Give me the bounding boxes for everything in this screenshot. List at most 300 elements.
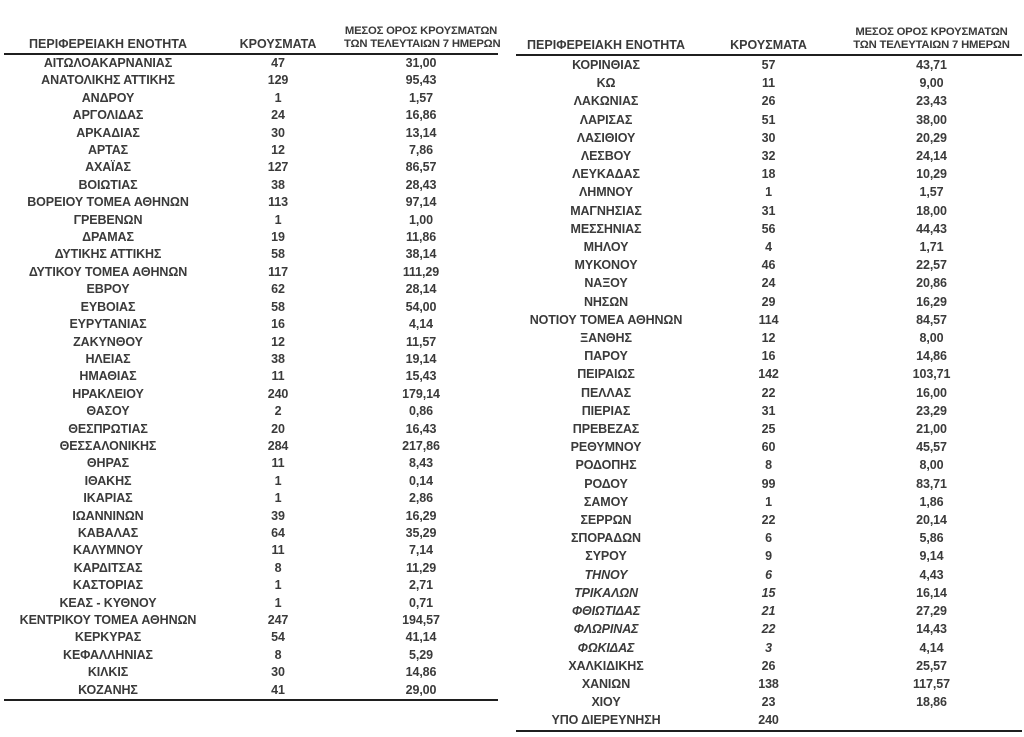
avg-cell: 9,14 (919, 549, 944, 564)
region-cell: ΦΩΚΙΔΑΣ (577, 640, 635, 655)
cases-cell: 138 (758, 676, 779, 691)
region-cell: ΑΡΚΑΔΙΑΣ (76, 125, 140, 140)
region-cell: ΗΜΑΘΙΑΣ (79, 369, 137, 384)
avg-cell: 0,71 (409, 595, 433, 610)
cases-cell: 1 (274, 90, 282, 105)
cases-cell: 8 (274, 560, 282, 575)
avg-cell: 1,57 (919, 185, 944, 200)
avg-cell: 16,29 (916, 294, 947, 309)
cases-cell: 12 (271, 334, 285, 349)
table-row (4, 647, 498, 664)
table-row (516, 55, 1022, 74)
column-header-avg-line2: ΤΩΝ ΤΕΛΕΥΤΑΙΩΝ 7 ΗΜΕΡΩΝ (344, 38, 501, 50)
table-header (516, 19, 1022, 55)
table-row (516, 238, 1022, 256)
cases-cell: 9 (765, 549, 772, 564)
avg-cell: 43,71 (916, 58, 947, 72)
avg-cell: 20,14 (916, 513, 947, 528)
column-header-cases: ΚΡΟΥΣΜΑΤΑ (212, 14, 344, 54)
cases-cell: 60 (761, 440, 776, 455)
table-row (4, 142, 498, 159)
column-header-region: ΠΕΡΙΦΕΡΕΙΑΚΗ ΕΝΟΤΗΤΑ (4, 14, 212, 54)
region-cell: ΠΕΙΡΑΙΩΣ (577, 367, 635, 382)
cases-cell: 56 (761, 221, 776, 236)
table-row (4, 159, 498, 176)
cases-cell: 46 (761, 258, 776, 273)
table-row (4, 386, 498, 403)
cases-cell: 1 (765, 494, 772, 509)
region-cell: ΜΑΓΝΗΣΙΑΣ (570, 203, 642, 218)
table-row (516, 657, 1022, 675)
avg-cell: 27,29 (916, 604, 947, 619)
table-row (4, 72, 498, 89)
table-row (4, 595, 498, 612)
avg-cell: 25,57 (916, 658, 947, 673)
region-cell: ΦΛΩΡΙΝΑΣ (573, 622, 639, 637)
region-cell: ΗΡΑΚΛΕΙΟΥ (72, 386, 144, 401)
avg-cell: 2,86 (409, 491, 433, 506)
region-cell: ΚΙΛΚΙΣ (87, 665, 129, 680)
region-cell: ΔΥΤΙΚΗΣ ΑΤΤΙΚΗΣ (54, 247, 162, 262)
cases-cell: 25 (761, 422, 776, 437)
region-cell: ΚΑΒΑΛΑΣ (77, 525, 139, 540)
avg-cell: 9,00 (919, 76, 944, 91)
table-row (516, 293, 1022, 311)
region-cell: ΒΟΡΕΙΟΥ ΤΟΜΕΑ ΑΘΗΝΩΝ (27, 195, 189, 210)
avg-cell: 83,71 (916, 476, 947, 491)
region-cell: ΝΟΤΙΟΥ ΤΟΜΕΑ ΑΘΗΝΩΝ (529, 312, 683, 327)
cases-cell: 240 (267, 386, 289, 401)
avg-cell: 0,14 (409, 473, 433, 488)
avg-cell: 11,86 (405, 230, 437, 245)
table-row (516, 602, 1022, 620)
avg-cell: 4,14 (919, 640, 944, 655)
region-cell: ΑΧΑΪΑΣ (85, 160, 131, 175)
cases-cell: 6 (765, 531, 772, 546)
cases-cell: 39 (271, 508, 285, 523)
cases-cell: 1 (274, 578, 282, 593)
region-cell: ΝΑΞΟΥ (584, 276, 628, 291)
table-row (4, 229, 498, 246)
cases-cell: 113 (268, 195, 288, 210)
cases-cell: 23 (761, 695, 776, 710)
avg-cell: 14,86 (405, 665, 437, 680)
cases-cell: 20 (271, 421, 285, 436)
table-row (4, 664, 498, 681)
region-cell: ΕΥΒΟΙΑΣ (80, 299, 136, 314)
region-cell: ΜΥΚΟΝΟΥ (574, 258, 638, 273)
table-row (516, 475, 1022, 493)
avg-cell: 1,00 (409, 212, 433, 227)
table-row (4, 90, 498, 107)
avg-cell: 4,14 (409, 317, 433, 332)
cases-cell: 26 (761, 658, 776, 673)
cases-cell: 24 (761, 276, 776, 291)
avg-cell: 11,57 (405, 334, 437, 349)
region-cell: ΚΕΦΑΛΛΗΝΙΑΣ (63, 647, 153, 662)
cases-cell: 57 (761, 58, 776, 72)
cases-cell: 1 (765, 185, 772, 200)
region-cell: ΖΑΚΥΝΘΟΥ (73, 334, 143, 349)
table-header (4, 14, 501, 54)
cases-cell: 129 (267, 73, 289, 88)
table-row (4, 455, 498, 472)
cases-cell: 30 (271, 125, 285, 140)
avg-cell: 38,00 (916, 112, 947, 127)
avg-cell: 8,00 (919, 331, 944, 346)
column-header-region: ΠΕΡΙΦΕΡΕΙΑΚΗ ΕΝΟΤΗΤΑ (516, 19, 696, 55)
region-cell: ΡΟΔΟΠΗΣ (575, 458, 637, 473)
cases-cell: 11 (271, 369, 285, 384)
avg-cell: 24,14 (916, 149, 947, 164)
region-cell: ΣΑΜΟΥ (583, 494, 629, 509)
region-cell: ΒΟΙΩΤΙΑΣ (78, 177, 138, 192)
cases-cell: 2 (274, 404, 282, 419)
table-row (4, 508, 498, 525)
table-row (4, 438, 498, 455)
table-row (4, 629, 498, 646)
region-cell: ΔΥΤΙΚΟΥ ΤΟΜΕΑ ΑΘΗΝΩΝ (28, 264, 188, 279)
cases-cell: 47 (271, 56, 285, 70)
avg-cell: 14,86 (916, 349, 947, 364)
table-row (4, 368, 498, 385)
cases-cell: 11 (761, 76, 775, 91)
column-header-avg (344, 14, 501, 54)
cases-cell: 284 (267, 438, 289, 453)
region-cell: ΘΗΡΑΣ (86, 456, 130, 471)
region-cell: ΑΝΑΤΟΛΙΚΗΣ ΑΤΤΙΚΗΣ (41, 73, 175, 88)
table-row (4, 525, 498, 542)
avg-cell: 45,57 (916, 440, 947, 455)
cases-cell: 6 (765, 567, 772, 582)
avg-cell: 7,14 (409, 543, 433, 558)
table-row (516, 675, 1022, 693)
avg-cell: 15,43 (405, 369, 437, 384)
table-row (516, 311, 1022, 329)
table-row (4, 107, 498, 124)
cases-cell: 58 (271, 299, 285, 314)
avg-cell: 97,14 (405, 195, 437, 210)
table-row (4, 264, 498, 281)
cases-cell: 114 (758, 312, 779, 327)
region-cell: ΘΕΣΠΡΩΤΙΑΣ (68, 421, 148, 436)
avg-cell: 35,29 (405, 525, 437, 540)
table-row (516, 584, 1022, 602)
table-row (4, 212, 498, 229)
avg-cell: 19,14 (405, 351, 437, 366)
avg-cell: 111,29 (402, 264, 440, 279)
region-cell: ΛΕΥΚΑΔΑΣ (572, 167, 640, 182)
cases-cell: 8 (765, 458, 772, 473)
cases-cell: 62 (271, 282, 285, 297)
column-header-avg-line2: ΤΩΝ ΤΕΛΕΥΤΑΙΩΝ 7 ΗΜΕΡΩΝ (853, 39, 1010, 51)
region-cell: ΑΝΔΡΟΥ (81, 90, 135, 105)
table-row (516, 456, 1022, 474)
cases-cell: 24 (271, 108, 285, 123)
cases-cell: 117 (268, 264, 288, 279)
avg-cell: 179,14 (402, 386, 440, 401)
table-row (516, 547, 1022, 565)
table-row (516, 420, 1022, 438)
table-row (516, 329, 1022, 347)
avg-cell: 16,29 (405, 508, 437, 523)
avg-cell: 103,71 (912, 367, 951, 382)
table-body-left (4, 54, 498, 700)
table-row (516, 438, 1022, 456)
table-row (4, 299, 498, 316)
region-cell: ΛΑΚΩΝΙΑΣ (573, 94, 639, 109)
table-row (516, 402, 1022, 420)
cases-cell: 1 (274, 595, 282, 610)
avg-cell: 14,43 (916, 622, 947, 637)
avg-cell: 29,00 (344, 682, 498, 700)
cases-cell: 18 (761, 167, 776, 182)
cases-cell: 19 (271, 230, 285, 245)
table-row (4, 560, 498, 577)
region-cell: ΜΗΛΟΥ (583, 240, 629, 255)
cases-cell: 247 (267, 613, 289, 627)
region-cell: ΧΑΛΚΙΔΙΚΗΣ (568, 658, 644, 673)
table-row (4, 351, 498, 368)
region-cell: ΤΗΝΟΥ (584, 567, 628, 582)
table-row (516, 365, 1022, 383)
avg-cell: 23,29 (916, 403, 947, 418)
table-row (4, 246, 498, 263)
avg-cell: 21,00 (916, 422, 947, 437)
avg-cell: 11,29 (405, 560, 437, 575)
region-cell: ΛΑΡΙΣΑΣ (579, 112, 633, 127)
region-cell: ΝΗΣΩΝ (583, 294, 629, 309)
table-row (516, 493, 1022, 511)
avg-cell: 16,86 (405, 108, 437, 123)
table-row (516, 529, 1022, 547)
region-cell: ΦΘΙΩΤΙΔΑΣ (571, 604, 641, 619)
avg-cell: 44,43 (916, 221, 947, 236)
table-row (4, 177, 498, 194)
region-cell: ΡΟΔΟΥ (584, 476, 628, 491)
region-cell: ΑΙΤΩΛΟΑΚΑΡΝΑΝΙΑΣ (43, 56, 173, 70)
avg-cell: 18,86 (916, 695, 947, 710)
table-row (516, 511, 1022, 529)
cases-cell: 64 (271, 525, 285, 540)
region-cell: ΚΕΑΣ - ΚΥΘΝΟΥ (59, 595, 157, 610)
cases-cell: 8 (274, 647, 282, 662)
region-cell: ΚΑΣΤΟΡΙΑΣ (72, 578, 144, 593)
cases-cell: 31 (761, 403, 776, 418)
avg-cell: 1,71 (919, 240, 944, 255)
avg-cell: 0,86 (409, 404, 433, 419)
region-cell: ΛΗΜΝΟΥ (579, 185, 633, 200)
avg-cell: 28,14 (405, 282, 437, 297)
cases-cell: 26 (761, 94, 776, 109)
avg-cell: 22,57 (916, 258, 947, 273)
avg-cell: 7,86 (409, 143, 433, 158)
cases-cell: 58 (271, 247, 285, 262)
table-row (516, 129, 1022, 147)
cases-cell: 142 (758, 367, 779, 382)
cases-cell: 51 (761, 112, 776, 127)
region-cell: ΙΩΑΝΝΙΝΩΝ (72, 508, 144, 523)
table-row (516, 711, 1022, 730)
cases-cell: 22 (761, 513, 776, 528)
table-row (4, 542, 498, 559)
table-row (516, 147, 1022, 165)
region-cell: ΜΕΣΣΗΝΙΑΣ (570, 221, 642, 236)
table-row (4, 54, 498, 72)
avg-cell: 4,43 (919, 567, 944, 582)
cases-cell: 12 (761, 331, 776, 346)
region-cell: ΔΡΑΜΑΣ (82, 230, 134, 245)
table-row (516, 274, 1022, 292)
cases-cell: 22 (761, 385, 776, 400)
region-cell: ΑΡΓΟΛΙΔΑΣ (72, 108, 144, 123)
region-cell: ΙΘΑΚΗΣ (84, 473, 132, 488)
column-header-cases: ΚΡΟΥΣΜΑΤΑ (696, 19, 841, 55)
avg-cell: 194,57 (402, 613, 440, 627)
table-row (4, 473, 498, 490)
table-row (4, 682, 498, 700)
table-row (516, 566, 1022, 584)
cases-cell: 16 (761, 349, 776, 364)
table-row (516, 165, 1022, 183)
cases-cell: 1 (274, 212, 282, 227)
region-cell: ΕΥΡΥΤΑΝΙΑΣ (69, 317, 147, 332)
region-cell: ΣΕΡΡΩΝ (580, 513, 632, 528)
table-row (4, 421, 498, 438)
cases-cell: 22 (761, 622, 776, 637)
avg-cell: 16,43 (405, 421, 437, 436)
cases-cell: 11 (271, 543, 285, 558)
avg-cell: 13,14 (405, 125, 437, 140)
table-row (4, 612, 498, 629)
table-row (4, 490, 498, 507)
avg-cell: 95,43 (405, 73, 437, 88)
region-cell: ΚΩ (596, 76, 616, 91)
avg-cell: 41,14 (405, 630, 437, 645)
column-header-avg-line1: ΜΕΣΟΣ ΟΡΟΣ ΚΡΟΥΣΜΑΤΩΝ (344, 25, 498, 37)
cases-cell: 21 (761, 604, 776, 619)
avg-cell: 18,00 (916, 203, 947, 218)
region-cell: ΚΑΡΔΙΤΣΑΣ (73, 560, 143, 575)
table-row (516, 74, 1022, 92)
cases-cell: 30 (761, 130, 776, 145)
table-row (4, 577, 498, 594)
cases-cell: 12 (271, 143, 285, 158)
region-cell: ΥΠΟ ΔΙΕΡΕΥΝΗΣΗ (516, 711, 696, 730)
table-row (516, 639, 1022, 657)
cases-cell: 38 (271, 177, 285, 192)
avg-cell: 2,71 (409, 578, 433, 593)
avg-cell (841, 711, 1022, 730)
region-cell: ΕΒΡΟΥ (86, 282, 130, 297)
avg-cell: 1,86 (919, 494, 944, 509)
cases-cell: 41 (212, 682, 344, 700)
region-cell: ΚΑΛΥΜΝΟΥ (73, 543, 143, 558)
avg-cell: 8,43 (409, 456, 433, 471)
avg-cell: 217,86 (402, 438, 440, 453)
cases-cell: 16 (271, 317, 285, 332)
table-body-right (516, 55, 1022, 731)
table-row (4, 334, 498, 351)
region-cell: ΚΟΡΙΝΘΙΑΣ (572, 58, 640, 72)
region-cell: ΡΕΘΥΜΝΟΥ (570, 440, 642, 455)
region-cell: ΠΙΕΡΙΑΣ (581, 403, 631, 418)
region-cell: ΠΑΡΟΥ (584, 349, 628, 364)
avg-cell: 16,14 (916, 585, 947, 600)
table-row (516, 620, 1022, 638)
table-row (516, 693, 1022, 711)
cases-cell: 29 (761, 294, 776, 309)
regional-cases-table-right (516, 19, 1022, 732)
cases-cell: 54 (271, 630, 285, 645)
cases-cell: 32 (761, 149, 776, 164)
avg-cell: 5,29 (409, 647, 433, 662)
region-cell: ΙΚΑΡΙΑΣ (83, 491, 133, 506)
table-row (4, 281, 498, 298)
avg-cell: 16,00 (916, 385, 947, 400)
table-row (516, 183, 1022, 201)
region-cell: ΠΡΕΒΕΖΑΣ (572, 422, 640, 437)
region-cell: ΑΡΤΑΣ (87, 143, 129, 158)
table-row (516, 111, 1022, 129)
cases-cell: 11 (271, 456, 285, 471)
region-cell: ΚΟΖΑΝΗΣ (4, 682, 212, 700)
cases-cell: 15 (761, 585, 776, 600)
avg-cell: 23,43 (916, 94, 947, 109)
region-cell: ΘΕΣΣΑΛΟΝΙΚΗΣ (59, 438, 157, 453)
region-cell: ΘΑΣΟΥ (86, 404, 130, 419)
avg-cell: 10,29 (916, 167, 947, 182)
cases-cell: 38 (271, 351, 285, 366)
avg-cell: 8,00 (919, 458, 944, 473)
table-row (4, 194, 498, 211)
avg-cell: 5,86 (919, 531, 944, 546)
region-cell: ΚΕΝΤΡΙΚΟΥ ΤΟΜΕΑ ΑΘΗΝΩΝ (19, 613, 197, 627)
region-cell: ΧΑΝΙΩΝ (581, 676, 631, 691)
region-cell: ΣΠΟΡΑΔΩΝ (571, 531, 641, 546)
avg-cell: 117,57 (913, 676, 950, 691)
avg-cell: 31,00 (405, 56, 437, 70)
region-cell: ΚΕΡΚΥΡΑΣ (74, 630, 142, 645)
region-cell: ΞΑΝΘΗΣ (580, 331, 632, 346)
region-cell: ΛΑΣΙΘΙΟΥ (576, 130, 636, 145)
table-row (4, 316, 498, 333)
region-cell: ΠΕΛΛΑΣ (581, 385, 631, 400)
avg-cell: 1,57 (409, 90, 433, 105)
cases-cell: 127 (267, 160, 289, 175)
avg-cell: 54,00 (405, 299, 437, 314)
region-cell: ΛΕΣΒΟΥ (580, 149, 632, 164)
avg-cell: 20,86 (916, 276, 947, 291)
avg-cell: 20,29 (916, 130, 947, 145)
table-row (4, 125, 498, 142)
avg-cell: 86,57 (405, 160, 437, 175)
cases-cell: 30 (271, 665, 285, 680)
region-cell: ΓΡΕΒΕΝΩΝ (73, 212, 143, 227)
cases-cell: 240 (696, 711, 841, 730)
avg-cell: 84,57 (916, 312, 947, 327)
avg-cell: 38,14 (405, 247, 437, 262)
cases-cell: 31 (761, 203, 776, 218)
table-row (516, 92, 1022, 110)
column-header-avg (841, 19, 1022, 55)
region-cell: ΣΥΡΟΥ (585, 549, 627, 564)
cases-cell: 99 (761, 476, 776, 491)
table-row (516, 384, 1022, 402)
region-cell: ΗΛΕΙΑΣ (85, 351, 131, 366)
cases-cell: 1 (274, 473, 282, 488)
region-cell: ΤΡΙΚΑΛΩΝ (574, 585, 638, 600)
